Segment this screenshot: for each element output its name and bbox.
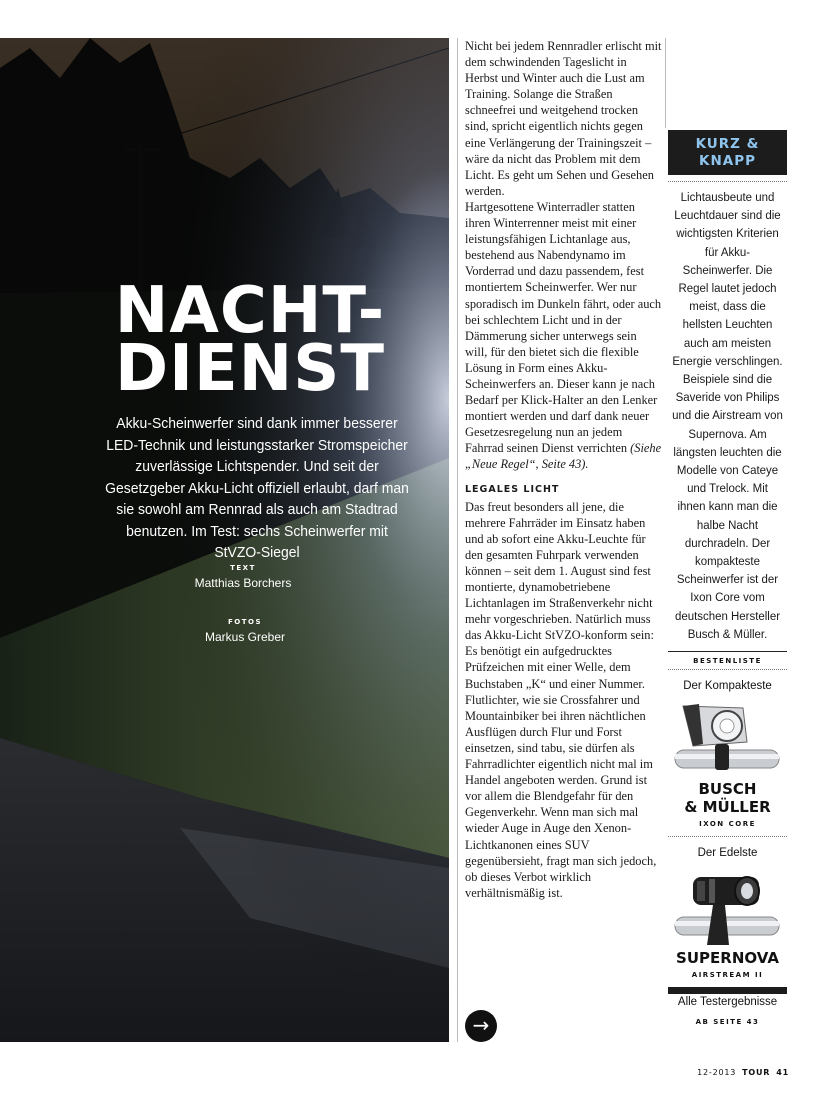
all-results-link: Alle Testergebnisse	[677, 994, 778, 1008]
article-subhead: LEGALES LICHT	[465, 483, 560, 495]
continue-arrow-icon[interactable]: →	[465, 1010, 497, 1042]
article-paragraph-2-text: Hartgesottene Winterradler statten ihren Winterrenner meist mit einer leistungsfähigen Lichtanlage aus, bestehend aus Nabendynamo im Vorderrad und dazu passendem, fest montiertem Scheinwerfer. Wer nur sporadisch im Dunkeln fährt, oder auch bei schlechtem Licht und in der Dämmerung sicher unterwegs sein will, für den bietet sich die flexible Lösung in Form eines Akku-Scheinwerfers an. Dieser kann je nach Bedarf per Klick-Halter an den Lenker montiert werden und darf dank neuer Gesetzesregelung nun an jedem Fahrrad seinen Dienst verrichten	[465, 199, 662, 456]
sidebar-divider	[665, 38, 666, 128]
page-folio	[697, 1068, 789, 1077]
product-1-title: Der Kompakteste	[683, 678, 772, 693]
article-reference: (Siehe „Neue Regel“, Seite 43).	[465, 441, 662, 472]
headline-line2: DIENST	[115, 332, 385, 406]
kurz-knapp-title-1: KURZ &	[695, 136, 760, 152]
kurz-knapp-box	[668, 130, 787, 175]
bestenliste-label: BESTENLISTE	[693, 657, 762, 666]
all-results-page: AB SEITE 43	[695, 1018, 760, 1026]
article-body	[465, 38, 662, 901]
supernova-lamp-icon	[673, 865, 783, 949]
photo-credit-author: Markus Greber	[204, 630, 286, 644]
article-paragraph-1: Nicht bei jedem Rennradler erlischt mit dem schwindenden Tageslicht in Herbst und Winter auch die Lust am Training. Solange die Straßen schneefrei und weitgehend trocken sind, spricht eigentlich nichts gegen eine Verlängerung der Trainingszeit – wäre da nicht das Problem mit dem Licht. Es geht um Sehen und Gesehen werden.	[465, 39, 662, 198]
issue-number: 12-2013	[697, 1068, 737, 1077]
product-1-brand-line1: BUSCH	[698, 780, 757, 799]
product-1-brand-line2: & MÜLLER	[684, 798, 771, 817]
product-2-title: Der Edelste	[697, 845, 758, 860]
product-1-brand	[668, 780, 787, 816]
column-divider	[457, 38, 458, 1042]
kurz-knapp-text: Lichtausbeute und Leuchtdauer sind die wichtigsten Kriterien für Akku-Scheinwerfer. Die Regel lautet jedoch meist, dass die hellsten Leuchten auch am meisten Energie verschlingen. Beispiele sind die Saveride von Philips und die Airstream von Supernova. Am längsten leuchten die Modelle von Cateye und Trelock. Mit ihnen kann man die halbe Nacht durchradeln. Der kompakteste Scheinwerfer ist der Ixon Core vom deutschen Hersteller Busch & Müller.	[672, 190, 783, 641]
headline	[0, 274, 449, 406]
article-paragraph-2	[465, 199, 662, 473]
magazine-name: TOUR	[742, 1068, 771, 1077]
kurz-knapp-title-2: KNAPP	[699, 153, 756, 169]
sidebar	[668, 130, 787, 994]
product-2-model: AIRSTREAM II	[691, 971, 764, 980]
text-credit-label: TEXT	[230, 564, 256, 572]
photo-credit-label: FOTOS	[228, 618, 262, 626]
busch-mueller-lamp-icon	[673, 698, 783, 780]
hero-photo	[0, 38, 449, 1042]
page-number: 41	[776, 1068, 789, 1077]
article-paragraph-3: Das freut besonders all jene, die mehrere Fahrräder im Einsatz haben und ab sofort eine Akku-Leuchte für den gesamten Fuhrpark verwenden können – seit dem 1. August sind fest montierte, dynamobetriebene Lichtanlagen im Straßenverkehr nicht mehr vorgeschrieben. Natürlich muss das Akku-Licht StVZO-konform sein: Es benötigt ein aufgedrucktes Prüfzeichen mit einer Welle, dem Buchstaben „K“ und einer Nummer. Flutlichter, wie sie Crossfahrer und Mountainbiker bei ihren nächtlichen Ausflügen durch Flur und Forst einsetzen, sind tabu, sie dürfen als Fahrradlichter eigentlich nicht mal im Handel angeboten werden. Grund ist vor allem die Blendgefahr für den Gegenverkehr. Wenn man sich mal wieder Auge in Auge den Xenon-Lichtkanonen eines SUV gegenübersieht, fragt man sich jedoch, ob dieses Verbot wirklich verhältnismäßig ist.	[465, 499, 657, 900]
product-2-brand: SUPERNOVA	[676, 949, 779, 968]
deck-text: Akku-Scheinwerfer sind dank immer besserer LED-Technik und leistungsstarker Stromspeicher zuverlässige Lichtspender. Und seit der Gesetzgeber Akku-Licht offiziell erlaubt, darf man sie sowohl am Rennrad als auch am Stadtrad benutzen. Im Test: sechs Scheinwerfer mit StVZO-Siegel	[105, 415, 409, 561]
product-1-model: IXON CORE	[699, 820, 756, 829]
headline-line1: NACHT-	[114, 274, 386, 348]
text-credit-author: Matthias Borchers	[194, 576, 292, 590]
